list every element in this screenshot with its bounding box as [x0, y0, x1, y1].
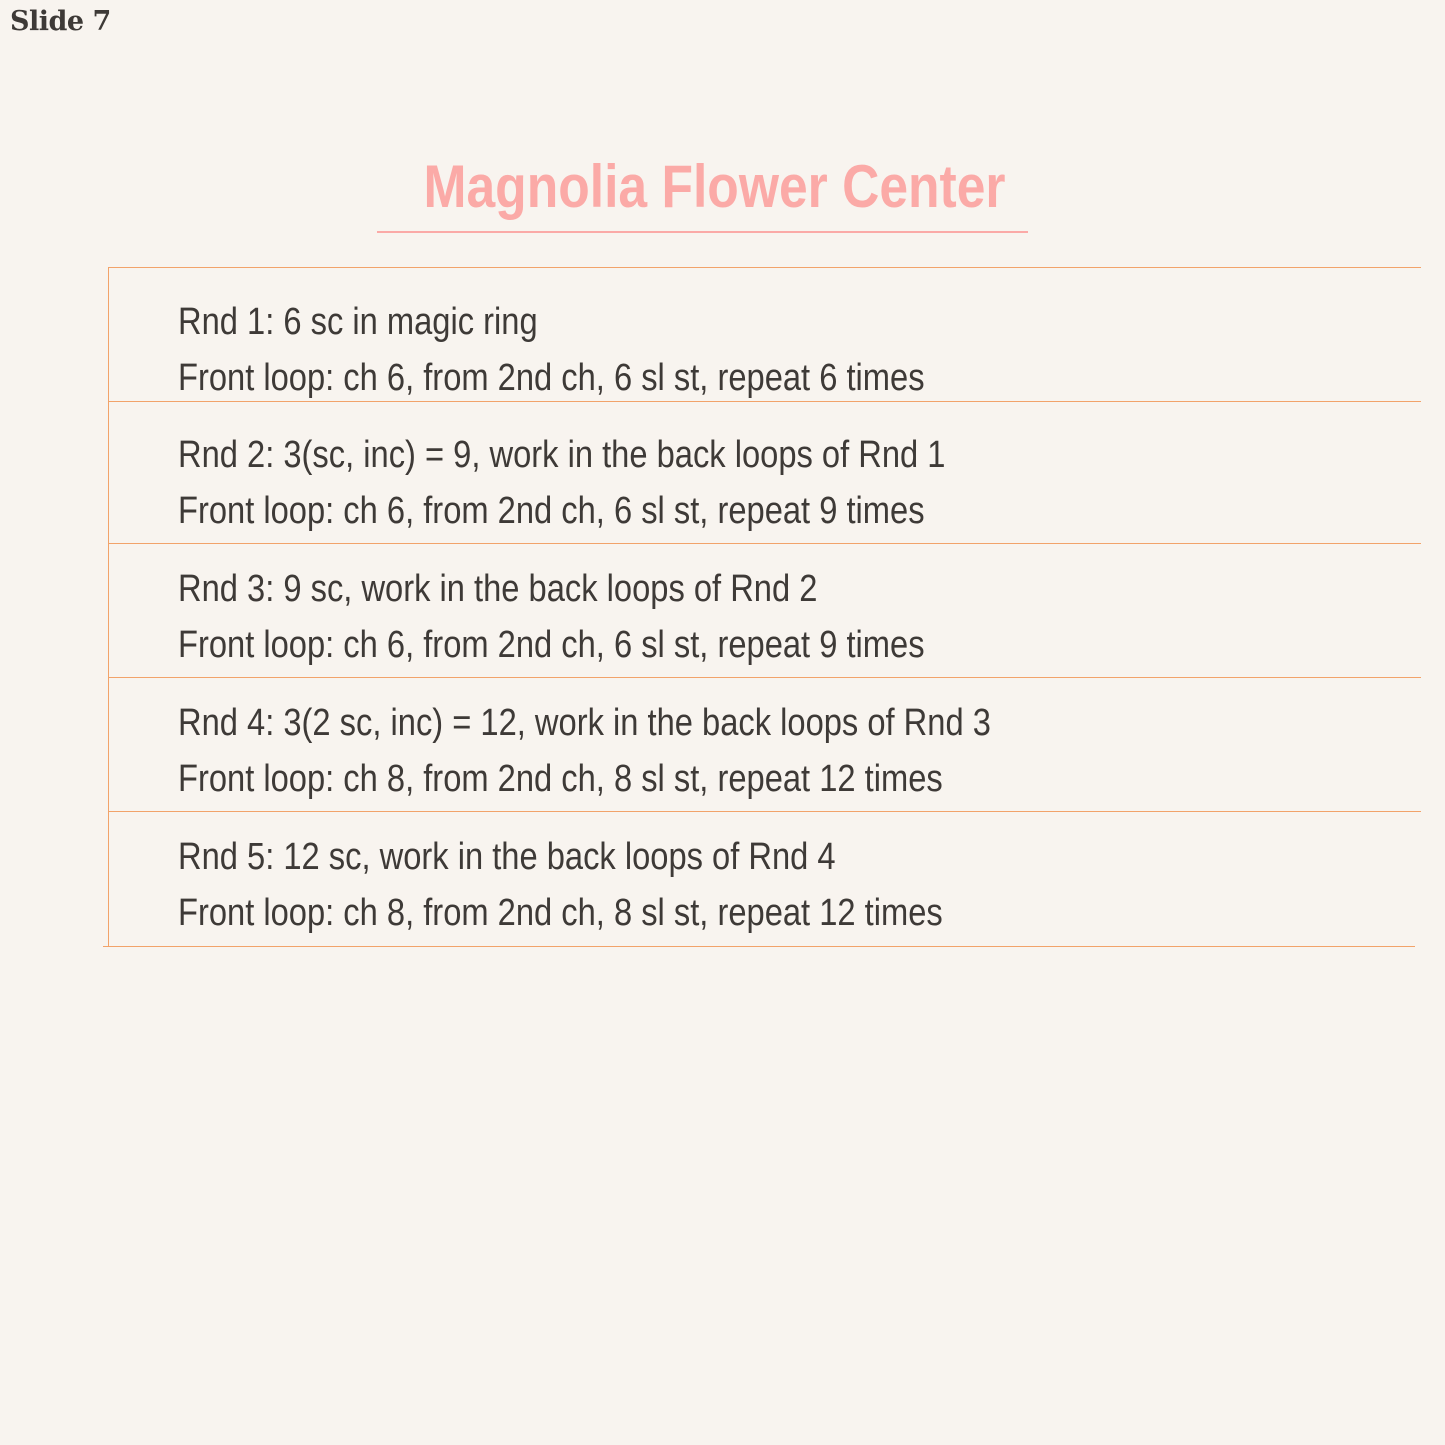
- table-row: [178, 294, 1378, 406]
- front-loop-instruction: Front loop: ch 8, from 2nd ch, 8 sl st, repeat 12 times: [178, 892, 943, 934]
- table-row: [178, 695, 1378, 807]
- table-row: [178, 829, 1378, 941]
- round-instruction: Rnd 1: 6 sc in magic ring: [178, 301, 538, 343]
- title-underline: [377, 231, 1028, 233]
- row-divider: [108, 811, 1421, 812]
- table-left-border: [108, 267, 109, 946]
- page-title: Magnolia Flower Center: [423, 153, 1006, 220]
- round-instruction: Rnd 4: 3(2 sc, inc) = 12, work in the back loops of Rnd 3: [178, 702, 991, 744]
- table-top-rule: [108, 267, 1421, 268]
- table-bottom-rule: [103, 946, 1415, 947]
- table-row: [178, 427, 1378, 539]
- round-instruction: Rnd 3: 9 sc, work in the back loops of Rnd 2: [178, 568, 818, 610]
- round-instruction: Rnd 5: 12 sc, work in the back loops of Rnd 4: [178, 836, 836, 878]
- slide-label: Slide 7: [10, 6, 111, 37]
- table-row: [178, 561, 1378, 673]
- row-divider: [108, 677, 1421, 678]
- front-loop-instruction: Front loop: ch 6, from 2nd ch, 6 sl st, repeat 9 times: [178, 490, 925, 532]
- row-divider: [108, 543, 1421, 544]
- front-loop-instruction: Front loop: ch 6, from 2nd ch, 6 sl st, repeat 6 times: [178, 357, 925, 399]
- front-loop-instruction: Front loop: ch 8, from 2nd ch, 8 sl st, repeat 12 times: [178, 758, 943, 800]
- front-loop-instruction: Front loop: ch 6, from 2nd ch, 6 sl st, repeat 9 times: [178, 624, 925, 666]
- round-instruction: Rnd 2: 3(sc, inc) = 9, work in the back loops of Rnd 1: [178, 434, 946, 476]
